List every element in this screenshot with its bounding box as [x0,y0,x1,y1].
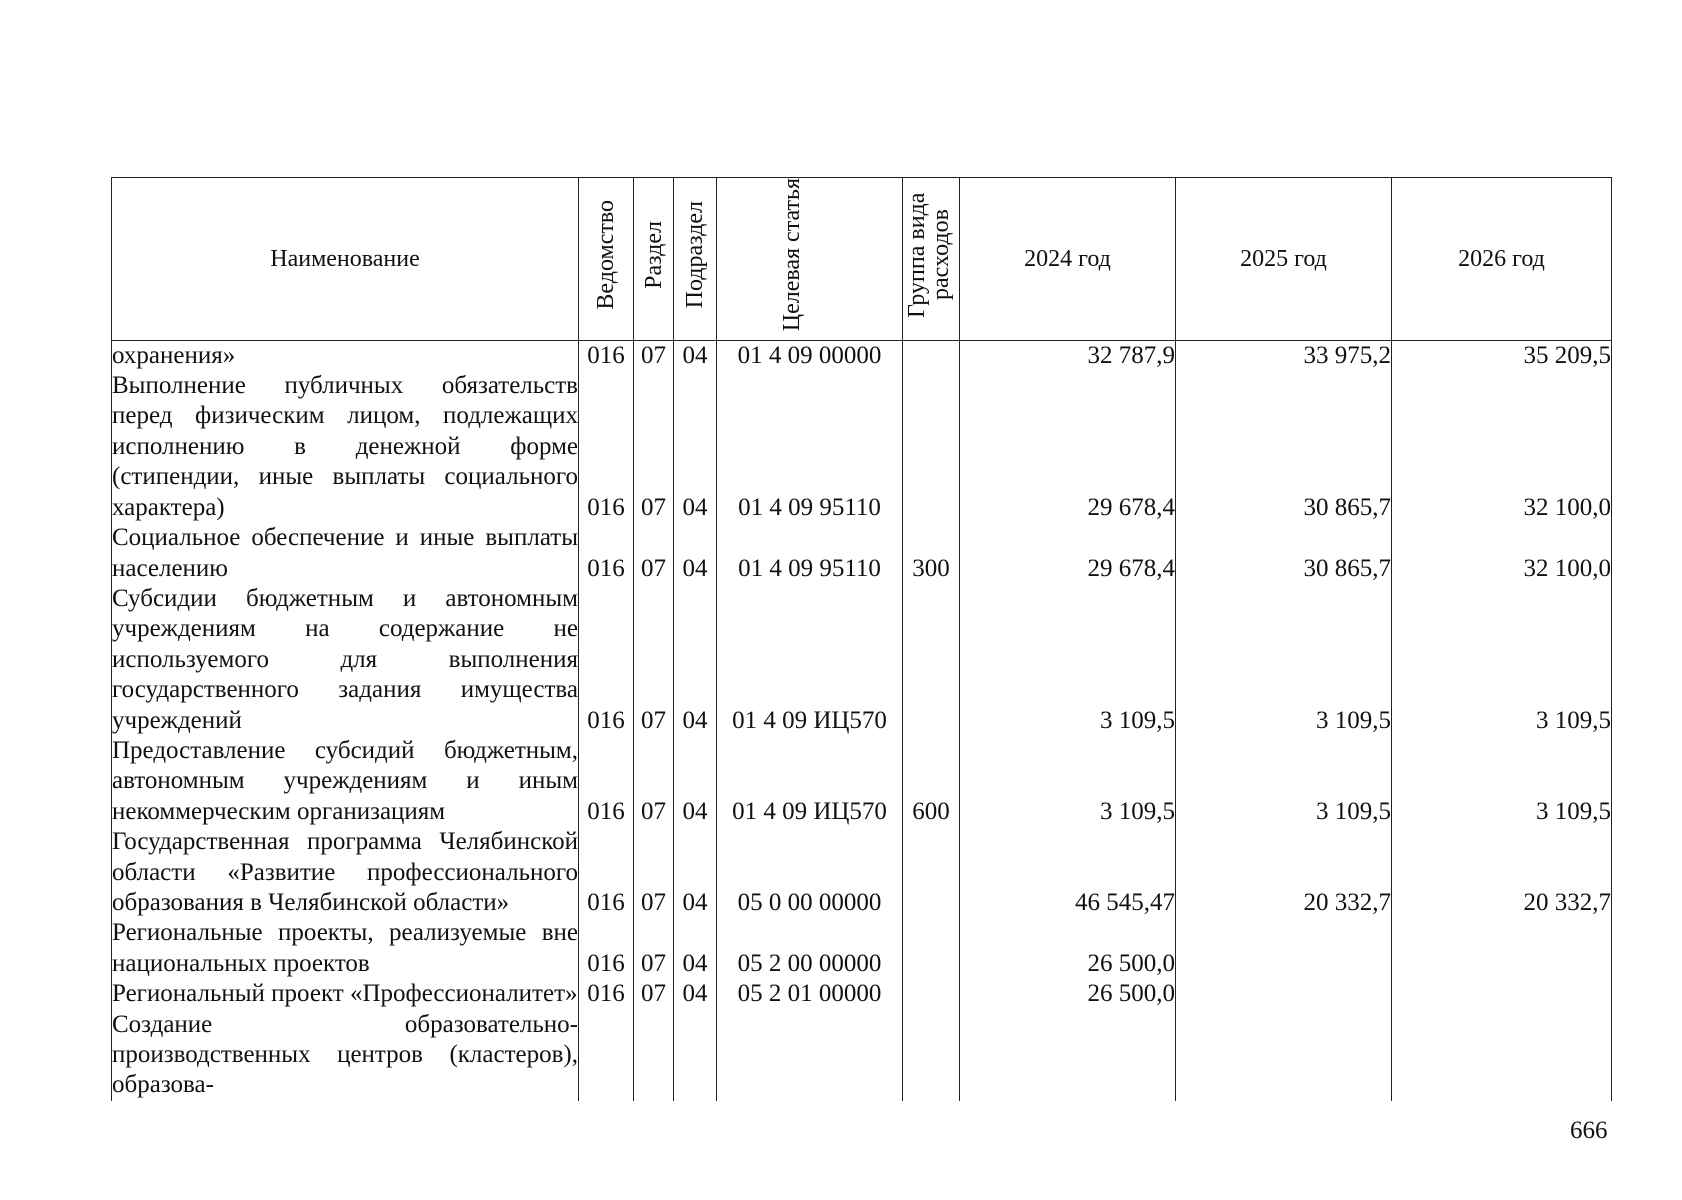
table-header-row [112,178,1612,341]
cell-gruppa [903,584,960,736]
cell-podrazdel: 04 [674,584,717,736]
cell-2024: 3 109,5 [960,736,1176,827]
header-tselevaya-statya: Целевая статья [717,178,903,341]
cell-gruppa [903,827,960,918]
cell-vedomstvo: 016 [579,736,634,827]
cell-tselevaya-statya: 01 4 09 95110 [717,371,903,523]
cell-2025: 3 109,5 [1176,736,1392,827]
cell-2025: 20 332,7 [1176,827,1392,918]
cell-tselevaya-statya: 01 4 09 ИЦ570 [717,736,903,827]
cell-gruppa: 300 [903,523,960,584]
cell-podrazdel: 04 [674,736,717,827]
cell-gruppa: 600 [903,736,960,827]
cell-tselevaya-statya: 01 4 09 00000 [717,340,903,371]
cell-vedomstvo: 016 [579,371,634,523]
cell-vedomstvo: 016 [579,827,634,918]
cell-vedomstvo: 016 [579,523,634,584]
cell-2025 [1176,1010,1392,1101]
cell-podrazdel: 04 [674,979,717,1009]
cell-name: Региональные проекты, реализуемые вне национальных проектов [112,918,579,979]
cell-tselevaya-statya: 05 2 01 00000 [717,979,903,1009]
table-row [112,523,1612,584]
header-name: Наименование [112,178,579,341]
cell-razdel: 07 [634,736,674,827]
cell-2024 [960,1010,1176,1101]
cell-name: Предоставление субсидий бюджетным, автономным учреждениям и иным некоммерческим организациям [112,736,579,827]
cell-razdel: 07 [634,371,674,523]
cell-gruppa [903,371,960,523]
header-2026: 2026 год [1392,178,1612,341]
cell-2026: 32 100,0 [1392,523,1612,584]
table-row [112,736,1612,827]
cell-2025: 3 109,5 [1176,584,1392,736]
header-podrazdel: Подраздел [674,178,717,341]
cell-name: Социальное обеспечение и иные выплаты населению [112,523,579,584]
cell-2026: 20 332,7 [1392,827,1612,918]
cell-podrazdel: 04 [674,371,717,523]
cell-podrazdel: 04 [674,918,717,979]
header-2025: 2025 год [1176,178,1392,341]
cell-gruppa [903,1010,960,1101]
table-row [112,371,1612,523]
cell-2025: 33 975,2 [1176,340,1392,371]
cell-2024: 29 678,4 [960,371,1176,523]
cell-2024: 26 500,0 [960,918,1176,979]
table-row [112,584,1612,736]
cell-name: Субсидии бюджетным и автономным учреждениям на содержание не используемого для выполнения государственного задания имущества учреждений [112,584,579,736]
page-number: 666 [1570,1117,1608,1144]
cell-2024: 29 678,4 [960,523,1176,584]
table-row [112,340,1612,371]
cell-tselevaya-statya: 05 2 00 00000 [717,918,903,979]
cell-vedomstvo: 016 [579,979,634,1009]
cell-razdel: 07 [634,827,674,918]
cell-2024: 46 545,47 [960,827,1176,918]
cell-razdel [634,1010,674,1101]
cell-2026: 32 100,0 [1392,371,1612,523]
cell-tselevaya-statya: 01 4 09 ИЦ570 [717,584,903,736]
cell-vedomstvo: 016 [579,340,634,371]
cell-2025: 30 865,7 [1176,523,1392,584]
cell-2026 [1392,918,1612,979]
header-razdel: Раздел [634,178,674,341]
cell-2024: 32 787,9 [960,340,1176,371]
cell-razdel: 07 [634,918,674,979]
table-row [112,918,1612,979]
cell-2026: 35 209,5 [1392,340,1612,371]
cell-name: Государственная программа Челябинской области «Развитие профессионального образования в Челябинской области» [112,827,579,918]
cell-razdel: 07 [634,340,674,371]
table-row [112,1010,1612,1101]
cell-2026: 3 109,5 [1392,736,1612,827]
cell-tselevaya-statya: 01 4 09 95110 [717,523,903,584]
cell-name: Выполнение публичных обязательств перед физическим лицом, подлежащих исполнению в денежной форме (стипендии, иные выплаты социального характера) [112,371,579,523]
header-gruppa-vida-raskhodov: Группа вида расходов [903,178,960,341]
cell-podrazdel [674,1010,717,1101]
header-2024: 2024 год [960,178,1176,341]
cell-2024: 3 109,5 [960,584,1176,736]
cell-vedomstvo: 016 [579,918,634,979]
cell-gruppa [903,340,960,371]
cell-razdel: 07 [634,979,674,1009]
cell-2026 [1392,979,1612,1009]
header-vedomstvo: Ведомство [579,178,634,341]
cell-podrazdel: 04 [674,523,717,584]
cell-2025 [1176,918,1392,979]
budget-table [111,177,1612,1101]
cell-2025: 30 865,7 [1176,371,1392,523]
cell-vedomstvo [579,1010,634,1101]
cell-tselevaya-statya: 05 0 00 00000 [717,827,903,918]
cell-name: Региональный проект «Профессионалитет» [112,979,579,1009]
cell-vedomstvo: 016 [579,584,634,736]
cell-gruppa [903,979,960,1009]
cell-tselevaya-statya [717,1010,903,1101]
table-row [112,979,1612,1009]
cell-name: охранения» [112,340,579,371]
cell-razdel: 07 [634,523,674,584]
cell-name: Создание образовательно-производственных центров (кластеров), образова- [112,1010,579,1101]
cell-2024: 26 500,0 [960,979,1176,1009]
cell-gruppa [903,918,960,979]
cell-podrazdel: 04 [674,340,717,371]
cell-2025 [1176,979,1392,1009]
cell-2026: 3 109,5 [1392,584,1612,736]
cell-razdel: 07 [634,584,674,736]
cell-2026 [1392,1010,1612,1101]
cell-podrazdel: 04 [674,827,717,918]
table-row [112,827,1612,918]
